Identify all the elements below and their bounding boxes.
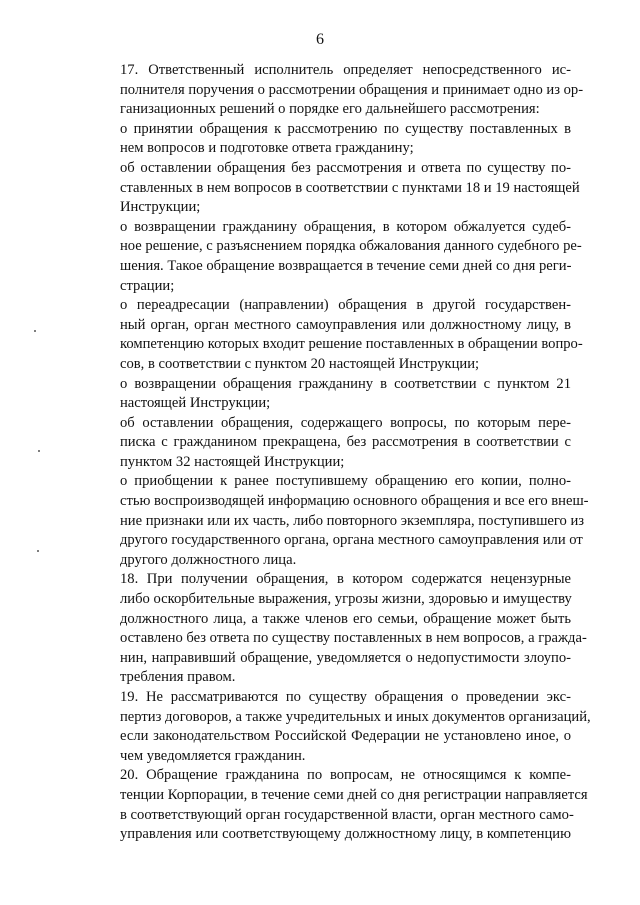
scan-speck xyxy=(34,330,36,332)
paragraph-option-leave-without-review xyxy=(84,159,580,218)
text-line: тенции Корпорации, в течение семи дней со дня регистрации направляется xyxy=(120,786,588,803)
text-line: о переадресации (направлении) обращения в другой государствен- xyxy=(120,297,571,314)
text-line: писка с гражданином прекращена, без рассмотрения в соответствии с xyxy=(120,434,571,451)
text-line: Инструкции; xyxy=(120,199,201,216)
text-line: другого государственного органа, органа местного самоуправления или от xyxy=(120,532,583,549)
text-line: другого должностного лица. xyxy=(120,551,297,568)
text-line: ставленных в нем вопросов в соответствии с пунктами 18 и 19 настоящей xyxy=(120,179,580,196)
text-line: если законодательством Российской Федерации не установлено иное, о xyxy=(120,728,571,745)
text-line: сов, в соответствии с пунктом 20 настоящей Инструкции; xyxy=(120,355,480,372)
text-line: ное решение, с разъяснением порядка обжалования данного судебного ре- xyxy=(120,238,582,255)
paragraph-option-attach-copy xyxy=(84,472,589,570)
text-line: пертиз договоров, а также учредительных и иных документов организаций, xyxy=(120,708,591,725)
text-line: о возвращении гражданину обращения, в котором обжалуется судеб- xyxy=(120,218,571,235)
text-line: 19. Не рассматриваются по существу обращения о проведении экс- xyxy=(120,689,571,705)
scan-speck xyxy=(38,450,40,452)
text-line: ние признаки или их часть, либо повторного экземпляра, поступившего из xyxy=(120,512,585,529)
text-line: либо оскорбительные выражения, угрозы жизни, здоровью и имуществу xyxy=(120,591,572,608)
paragraph-20 xyxy=(84,766,588,844)
text-line: шения. Такое обращение возвращается в течение семи дней со дня реги- xyxy=(120,257,572,274)
text-line: в соответствующий орган государственной власти, орган местного само- xyxy=(120,806,574,823)
paragraph-option-return-21 xyxy=(84,375,571,414)
text-line: нем вопросов и подготовке ответа гражданину; xyxy=(120,140,414,157)
text-line: о возвращении обращения гражданину в соответствии с пунктом 21 xyxy=(120,375,571,392)
text-line: компетенцию которых входит решение поставленных в обращении вопро- xyxy=(120,336,583,353)
paragraph-19 xyxy=(84,688,591,766)
text-line: управления или соответствующему должностному лицу, в компетенцию xyxy=(120,826,571,843)
paragraph-18 xyxy=(84,570,587,688)
text-line: об оставлении обращения, содержащего вопросы, по которым пере- xyxy=(120,414,571,431)
text-line: о принятии обращения к рассмотрению по существу поставленных в xyxy=(120,120,571,137)
text-line: 20. Обращение гражданина по вопросам, не относящимся к компе- xyxy=(120,767,571,784)
text-line: стью воспроизводящей информацию основного обращения и все его внеш- xyxy=(120,493,589,510)
text-line: полнителя поручения о рассмотрении обращения и принимает одно из ор- xyxy=(120,81,584,98)
text-line: страции; xyxy=(120,277,175,294)
text-line: 18. При получении обращения, в котором содержатся нецензурные xyxy=(120,571,571,588)
text-line: о приобщении к ранее поступившему обращению его копии, полно- xyxy=(120,473,571,490)
scan-speck xyxy=(37,550,39,552)
paragraph-option-redirect xyxy=(84,296,583,374)
text-line: требления правом. xyxy=(120,669,236,686)
text-line: ный орган, орган местного самоуправления или должностному лицу, в xyxy=(120,316,571,333)
text-line: ганизационных решений о порядке его дальнейшего рассмотрения: xyxy=(120,101,540,118)
text-line: нин, направивший обращение, уведомляется о недопустимости злоупо- xyxy=(120,649,571,666)
text-line: оставлено без ответа по существу поставленных в нем вопросов, а гражда- xyxy=(120,630,587,647)
text-line: 17. Ответственный исполнитель определяет непосредственного ис- xyxy=(120,62,571,78)
paragraph-17-intro xyxy=(84,61,584,120)
text-line: об оставлении обращения без рассмотрения и ответа по существу по- xyxy=(120,159,571,176)
paragraph-option-accept xyxy=(84,120,571,159)
text-line: настоящей Инструкции; xyxy=(120,395,271,412)
text-line: чем уведомляется гражданин. xyxy=(120,747,306,764)
text-line: должностного лица, а также членов его семьи, обращение может быть xyxy=(120,610,571,627)
paragraph-option-return-court xyxy=(84,218,582,296)
document-body xyxy=(84,61,591,845)
text-line: пунктом 32 настоящей Инструкции; xyxy=(120,453,345,470)
page-number: 6 xyxy=(316,31,324,48)
paragraph-option-correspondence-stopped xyxy=(84,414,571,473)
